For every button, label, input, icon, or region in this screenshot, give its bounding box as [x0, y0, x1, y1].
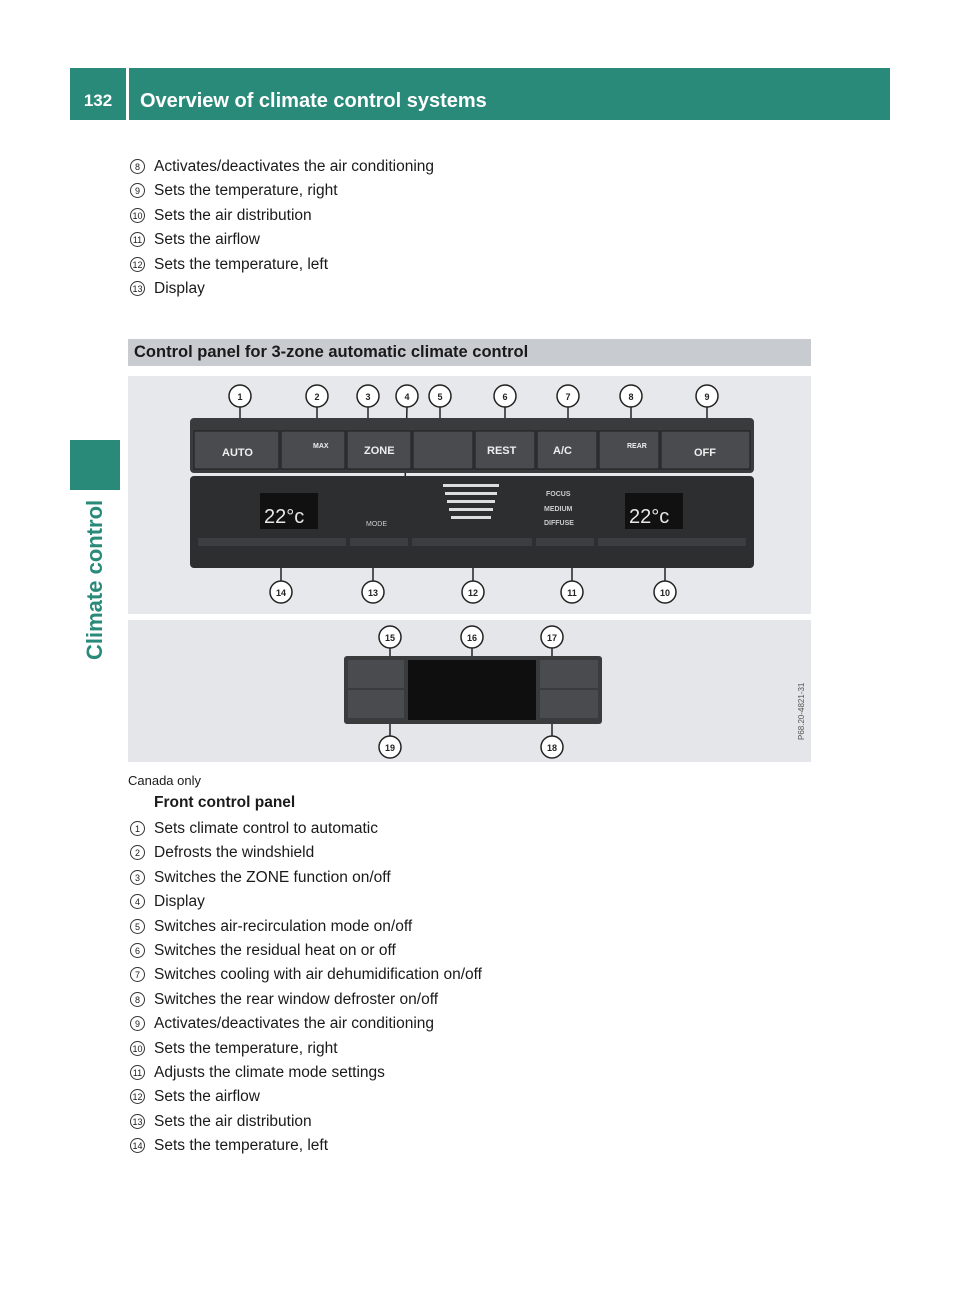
front-panel-illustration	[128, 376, 811, 614]
mode-option: FOCUS	[546, 491, 571, 498]
temp-left-display: 22°c	[264, 506, 305, 528]
list-item	[130, 1085, 482, 1109]
list-item	[130, 155, 434, 179]
button-label: MAX	[313, 443, 329, 450]
figure-caption: Canada only	[128, 773, 201, 788]
list-item-text: Switches cooling with air dehumidification on/off	[154, 966, 482, 984]
legend-list	[130, 817, 482, 1158]
item-number-badge: 9	[130, 183, 145, 198]
list-item-text: Switches the ZONE function on/off	[154, 868, 391, 886]
callout-number: 3	[365, 392, 371, 402]
control-panel-figure	[128, 376, 811, 762]
callout-number: 4	[404, 392, 410, 402]
page-title: Overview of climate control systems	[140, 90, 487, 112]
item-number-badge: 5	[130, 919, 145, 934]
list-item	[130, 277, 434, 301]
list-item	[130, 890, 482, 914]
callout-number: 10	[659, 588, 671, 598]
list-item-text: Sets the temperature, left	[154, 255, 329, 273]
item-number-badge: 8	[130, 992, 145, 1007]
callout-number: 13	[367, 588, 379, 598]
callout-number: 5	[437, 392, 443, 402]
header-divider	[126, 68, 129, 120]
callout-number: 16	[466, 633, 478, 643]
page-number: 132	[83, 91, 113, 110]
item-number-badge: 13	[130, 1114, 145, 1129]
list-item-text: Switches air-recirculation mode on/off	[154, 917, 413, 935]
list-item-text: Sets the air distribution	[154, 1112, 312, 1130]
callout-number: 7	[565, 392, 571, 402]
list-item	[130, 1037, 482, 1061]
item-number-badge: 4	[130, 894, 145, 909]
list-item-text: Adjusts the climate mode settings	[154, 1063, 385, 1081]
item-number-badge: 8	[130, 159, 145, 174]
list-item	[130, 963, 482, 987]
list-item	[130, 228, 434, 252]
item-number-badge: 7	[130, 967, 145, 982]
item-number-badge: 14	[130, 1138, 145, 1153]
callout-number: 11	[567, 588, 577, 598]
callout-number: 17	[546, 633, 558, 643]
item-number-badge: 9	[130, 1016, 145, 1031]
button-label: ZONE	[364, 445, 395, 457]
list-item	[130, 988, 482, 1012]
list-item-text: Sets the temperature, left	[154, 1137, 329, 1155]
button-label: REST	[487, 445, 517, 457]
chapter-label: Climate control	[82, 499, 107, 660]
list-item	[130, 817, 482, 841]
list-item-text: Sets the airflow	[154, 1088, 260, 1106]
rear-panel-svg	[128, 620, 811, 762]
chapter-tab-marker	[70, 440, 120, 490]
list-item-text: Switches the rear window defroster on/off	[154, 990, 439, 1008]
list-item	[130, 1134, 482, 1158]
rear-panel-illustration	[128, 620, 811, 762]
list-item	[130, 204, 434, 228]
mode-option: MEDIUM	[544, 506, 573, 513]
list-item-text: Switches the residual heat on or off	[154, 941, 396, 959]
button-label: AUTO	[222, 447, 253, 459]
callout-number: 8	[628, 392, 634, 402]
callout-number: 15	[384, 633, 396, 643]
item-number-badge: 12	[130, 1089, 145, 1104]
subheading: Front control panel	[154, 794, 296, 811]
front-panel-svg	[128, 376, 811, 614]
list-item	[130, 253, 434, 277]
button-label: OFF	[694, 447, 716, 459]
callout-number: 19	[384, 743, 396, 753]
item-number-badge: 11	[130, 232, 145, 247]
callout-number: 14	[275, 588, 287, 598]
list-item	[130, 939, 482, 963]
list-item-text: Display	[154, 893, 205, 911]
button-label: A/C	[553, 445, 572, 457]
list-item	[130, 841, 482, 865]
list-item-text: Defrosts the windshield	[154, 844, 315, 862]
callout-number: 1	[237, 392, 243, 402]
list-item-text: Sets the temperature, right	[154, 182, 338, 200]
list-item-text: Activates/deactivates the air conditioning	[154, 1015, 435, 1033]
list-item-text: Sets the temperature, right	[154, 1039, 338, 1057]
callout-number: 2	[314, 392, 320, 402]
item-number-badge: 12	[130, 257, 145, 272]
mode-label: MODE	[366, 521, 387, 528]
page-header	[70, 68, 890, 120]
item-number-badge: 11	[130, 1065, 145, 1080]
callout-number: 18	[546, 743, 558, 753]
list-item	[130, 866, 482, 890]
figure-code: P68.20-4821-31	[797, 682, 806, 740]
item-number-badge: 2	[130, 845, 145, 860]
item-number-badge: 10	[130, 1041, 145, 1056]
item-number-badge: 1	[130, 821, 145, 836]
list-item-text: Sets the air distribution	[154, 206, 312, 224]
legend-list-continued	[130, 155, 434, 301]
section-heading: Control panel for 3-zone automatic climate control	[128, 339, 811, 366]
item-number-badge: 13	[130, 281, 145, 296]
temp-right-display: 22°c	[629, 506, 670, 528]
list-item	[130, 915, 482, 939]
item-number-badge: 3	[130, 870, 145, 885]
item-number-badge: 6	[130, 943, 145, 958]
list-item	[130, 1061, 482, 1085]
callout-number: 9	[704, 392, 710, 402]
button-label: REAR	[627, 443, 647, 450]
mode-option: DIFFUSE	[544, 520, 574, 527]
list-item	[130, 1012, 482, 1036]
list-item-text: Display	[154, 279, 205, 297]
list-item-text: Sets the airflow	[154, 231, 260, 249]
list-item-text: Activates/deactivates the air conditioning	[154, 158, 435, 175]
callout-number: 12	[467, 588, 479, 598]
list-item	[130, 1110, 482, 1134]
list-item	[130, 179, 434, 203]
item-number-badge: 10	[130, 208, 145, 223]
callout-number: 6	[502, 392, 508, 402]
list-item-text: Sets climate control to automatic	[154, 820, 378, 837]
